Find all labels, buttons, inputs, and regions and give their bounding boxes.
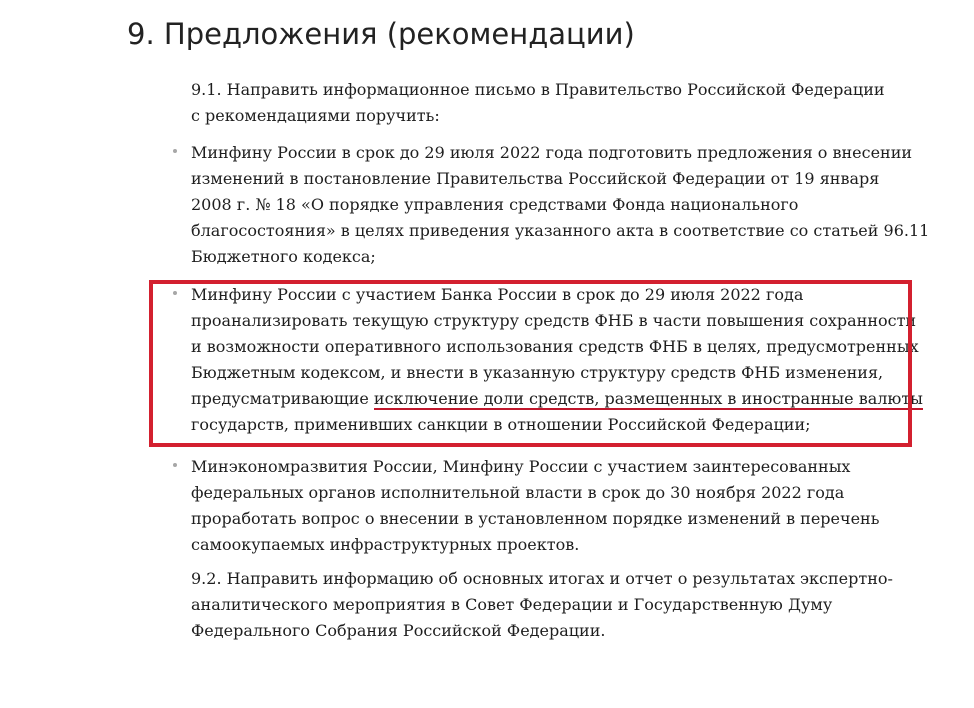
underlined-phrase: исключение доли средств, размещенных в иностранные валюты bbox=[373, 389, 923, 408]
text-line: 9.2. Направить информацию об основных итогах и отчет о результатах экспертно- bbox=[191, 569, 893, 588]
text-line: проработать вопрос о внесении в установленном порядке изменений в перечень bbox=[191, 509, 880, 528]
text-line: аналитического мероприятия в Совет Федерации и Государственную Думу bbox=[191, 595, 833, 614]
section-title: 9. Предложения (рекомендации) bbox=[127, 17, 635, 51]
text-line: благосостояния» в целях приведения указанного акта в соответствие со статьей 96.11 bbox=[191, 221, 930, 240]
highlight-box bbox=[149, 280, 919, 447]
text-line: Бюджетного кодекса; bbox=[191, 247, 376, 266]
paragraph-9-1 bbox=[191, 77, 911, 129]
text-line: изменений в постановление Правительства Российской Федерации от 19 января bbox=[191, 169, 880, 188]
bullet-marker bbox=[172, 148, 180, 156]
bullet-marker bbox=[172, 462, 180, 470]
text-line: государств, применивших санкции в отношении Российской Федерации; bbox=[191, 415, 811, 434]
bullet-item-1 bbox=[191, 140, 930, 270]
text-line: 9.1. Направить информационное письмо в Правительство Российской Федерации bbox=[191, 80, 885, 99]
text-line: Минэкономразвития России, Минфину России с участием заинтересованных bbox=[191, 457, 851, 476]
text-line: Минфину России в срок до 29 июля 2022 года подготовить предложения о внесении bbox=[191, 143, 913, 162]
text-line: Минфину России с участием Банка России в срок до 29 июля 2022 года bbox=[191, 285, 804, 304]
bullet-item-3 bbox=[191, 454, 911, 558]
text-line: федеральных органов исполнительной власти в срок до 30 ноября 2022 года bbox=[191, 483, 845, 502]
text-line: Бюджетным кодексом, и внести в указанную структуру средств ФНБ изменения, bbox=[191, 363, 884, 382]
text-fragment: предусматривающие bbox=[191, 389, 374, 408]
text-line: проанализировать текущую структуру средств ФНБ в части повышения сохранности bbox=[191, 311, 917, 330]
paragraph-9-2 bbox=[191, 566, 911, 644]
text-line: с рекомендациями поручить: bbox=[191, 106, 440, 125]
text-line: Федерального Собрания Российской Федерации. bbox=[191, 621, 606, 640]
text-line: и возможности оперативного использования средств ФНБ в целях, предусмотренных bbox=[191, 337, 919, 356]
text-line: 2008 г. № 18 «О порядке управления средствами Фонда национального bbox=[191, 195, 799, 214]
text-line: самоокупаемых инфраструктурных проектов. bbox=[191, 535, 580, 554]
